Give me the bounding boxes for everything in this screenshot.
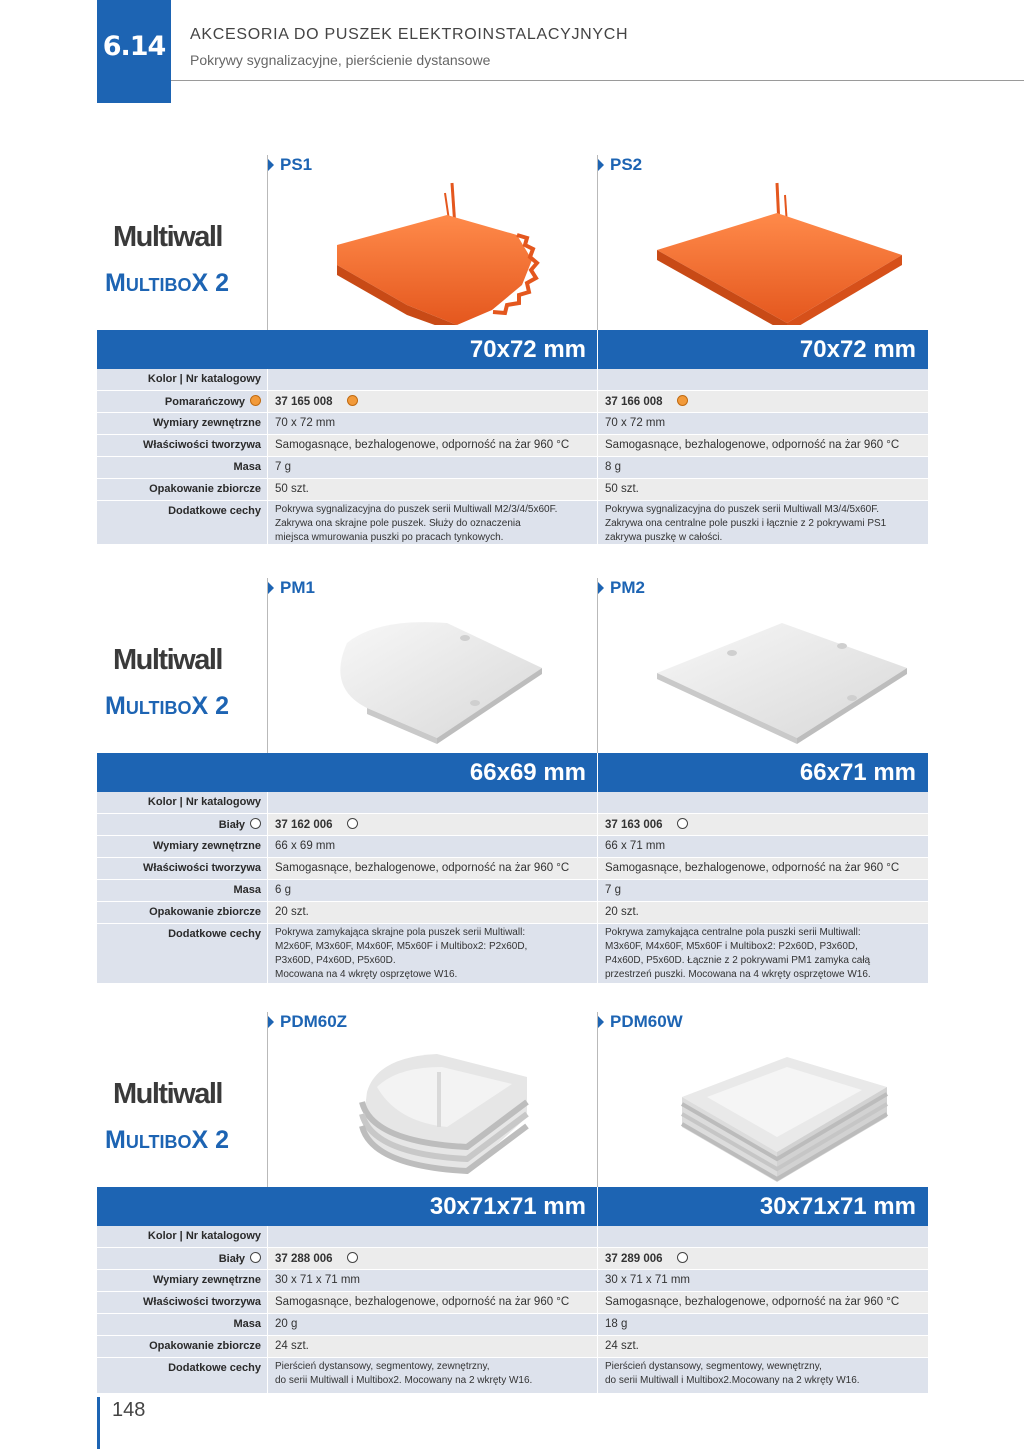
product-image-ps2 xyxy=(627,175,927,325)
row-label: Wymiary zewnętrzne xyxy=(97,836,267,857)
column-divider xyxy=(267,155,268,330)
arrow-icon xyxy=(268,159,274,171)
product-section-pdm xyxy=(97,1012,928,1387)
product-name-right: PS2 xyxy=(598,155,642,175)
row-label: Właściwości tworzywa xyxy=(97,435,267,456)
row-label: Dodatkowe cechy xyxy=(97,924,267,983)
features-right: Pokrywa zamykająca centralne pola puszki serii Multiwall: M3x60F, M4x60F, M5x60F i Multibox2: P2x60D, P3x60D, P4x60D, P5x60D. Łącznie z 2 pokrywami PM1 zamyka całą przestrzeń puszki. Mocowana na 4 wkręty osprzętowe W16. xyxy=(598,924,928,983)
table-row: Wymiary zewnętrzne 30 x 71 x 71 mm 30 x 71 x 71 mm xyxy=(97,1270,928,1292)
column-divider xyxy=(597,1012,598,1187)
row-label: Masa xyxy=(97,1314,267,1335)
table-row: Masa 6 g 7 g xyxy=(97,880,928,902)
row-label: Biały xyxy=(97,814,267,835)
row-label: Dodatkowe cechy xyxy=(97,1358,267,1393)
product-name-left: PS1 xyxy=(268,155,312,175)
row-label: Właściwości tworzywa xyxy=(97,858,267,879)
product-image-pdm60w xyxy=(627,1032,927,1182)
row-label: Kolor | Nr katalogowy xyxy=(97,1226,267,1247)
dimension-left: 30x71x71 mm xyxy=(429,1193,586,1220)
product-image-pm1 xyxy=(297,598,577,748)
dimension-header xyxy=(97,1187,928,1226)
column-divider xyxy=(597,753,598,792)
dimension-right: 30x71x71 mm xyxy=(759,1193,916,1220)
row-label: Opakowanie zbiorcze xyxy=(97,1336,267,1357)
catalog-number-left: 37 165 008 xyxy=(268,391,597,412)
spec-table xyxy=(97,369,928,545)
table-row: Wymiary zewnętrzne 70 x 72 mm 70 x 72 mm xyxy=(97,413,928,435)
chapter-number: 6.14 xyxy=(97,0,171,103)
arrow-icon xyxy=(598,582,604,594)
orange-color-icon xyxy=(347,395,358,406)
features-right: Pierścień dystansowy, segmentowy, wewnętrzny, do serii Multiwall i Multibox2.Mocowany na 2 wkręty W16. xyxy=(598,1358,928,1393)
features-right: Pokrywa sygnalizacyjna do puszek serii Multiwall M3/4/5x60F. Zakrywa ona centralne pole puszki i łącznie z 2 pokrywami PS1 zakrywa puszkę w całości. xyxy=(598,501,928,544)
table-row xyxy=(97,1226,928,1248)
row-label: Wymiary zewnętrzne xyxy=(97,413,267,434)
row-label: Kolor | Nr katalogowy xyxy=(97,792,267,813)
row-label: Opakowanie zbiorcze xyxy=(97,479,267,500)
column-divider xyxy=(597,578,598,753)
dimension-right: 70x72 mm xyxy=(799,336,916,363)
table-row xyxy=(97,792,928,814)
page-number: 148 xyxy=(112,1399,146,1421)
dimension-left: 70x72 mm xyxy=(469,336,586,363)
table-row: Wymiary zewnętrzne 66 x 69 mm 66 x 71 mm xyxy=(97,836,928,858)
dimension-right: 66x71 mm xyxy=(799,759,916,786)
table-row xyxy=(97,391,928,413)
catalog-number-left: 37 162 006 xyxy=(268,814,597,835)
features-left: Pokrywa sygnalizacyjna do puszek serii Multiwall M2/3/4/5x60F. Zakrywa ona skrajne pole puszek. Służy do oznaczenia miejsca wmurowania puszki po pracach tynkowych. xyxy=(268,501,597,544)
features-left: Pokrywa zamykająca skrajne pola puszek serii Multiwall: M2x60F, M3x60F, M4x60F, M5x60F i Multibox2: P2x60D, P3x60D, P4x60D, P5x60D. Mocowana na 4 wkręty osprzętowe W16. xyxy=(268,924,597,983)
page-number-bar xyxy=(97,1397,100,1449)
table-row: Opakowanie zbiorcze 24 szt. 24 szt. xyxy=(97,1336,928,1358)
arrow-icon xyxy=(268,582,274,594)
table-row: Masa 20 g 18 g xyxy=(97,1314,928,1336)
row-label: Opakowanie zbiorcze xyxy=(97,902,267,923)
page-subtitle: Pokrywy sygnalizacyjne, pierścienie dystansowe xyxy=(190,52,491,68)
features-left: Pierścień dystansowy, segmentowy, zewnętrzny, do serii Multiwall i Multibox2. Mocowany na 2 wkręty W16. xyxy=(268,1358,597,1393)
row-label: Masa xyxy=(97,880,267,901)
white-color-icon xyxy=(250,818,261,829)
multiwall-logo: Multiwall xyxy=(113,1078,222,1110)
spec-table xyxy=(97,792,928,984)
table-row xyxy=(97,924,928,984)
product-image-ps1 xyxy=(297,175,577,325)
dimension-header xyxy=(97,330,928,369)
white-color-icon xyxy=(250,1252,261,1263)
row-label: Kolor | Nr katalogowy xyxy=(97,369,267,390)
row-label: Dodatkowe cechy xyxy=(97,501,267,544)
row-label: Biały xyxy=(97,1248,267,1269)
column-divider xyxy=(597,155,598,330)
product-name-right: PDM60W xyxy=(598,1012,683,1032)
column-divider xyxy=(267,578,268,753)
column-divider xyxy=(597,1187,598,1226)
table-row xyxy=(97,369,928,391)
row-label: Właściwości tworzywa xyxy=(97,1292,267,1313)
column-divider xyxy=(597,330,598,369)
page-title: AKCESORIA DO PUSZEK ELEKTROINSTALACYJNYCH xyxy=(190,26,629,43)
row-label: Pomarańczowy xyxy=(97,391,267,412)
table-row: Masa 7 g 8 g xyxy=(97,457,928,479)
product-image-pdm60z xyxy=(297,1032,577,1182)
arrow-icon xyxy=(268,1016,274,1028)
table-row xyxy=(97,814,928,836)
dimension-left: 66x69 mm xyxy=(469,759,586,786)
table-row xyxy=(97,501,928,545)
table-row: Właściwości tworzywa Samogasnące, bezhalogenowe, odporność na żar 960 °C Samogasnące, bezhalogenowe, odporność na żar 960 °C xyxy=(97,1292,928,1314)
product-section-pm xyxy=(97,578,928,993)
catalog-number-left: 37 288 006 xyxy=(268,1248,597,1269)
product-name-right: PM2 xyxy=(598,578,645,598)
table-row: Opakowanie zbiorcze 20 szt. 20 szt. xyxy=(97,902,928,924)
product-name-left: PDM60Z xyxy=(268,1012,347,1032)
multibox-logo: MultiboX 2 xyxy=(105,1126,230,1154)
table-row: Opakowanie zbiorcze 50 szt. 50 szt. xyxy=(97,479,928,501)
arrow-icon xyxy=(598,159,604,171)
product-image-pm2 xyxy=(627,598,927,748)
row-label: Wymiary zewnętrzne xyxy=(97,1270,267,1291)
catalog-number-right: 37 163 006 xyxy=(598,814,928,835)
catalog-number-right: 37 166 008 xyxy=(598,391,928,412)
table-row xyxy=(97,1248,928,1270)
spec-table xyxy=(97,1226,928,1394)
header-divider xyxy=(171,80,1024,81)
orange-color-icon xyxy=(250,395,261,406)
multiwall-logo: Multiwall xyxy=(113,644,222,676)
dimension-header xyxy=(97,753,928,792)
product-name-left: PM1 xyxy=(268,578,315,598)
white-color-icon xyxy=(347,818,358,829)
multiwall-logo: Multiwall xyxy=(113,221,222,253)
column-divider xyxy=(267,1012,268,1187)
white-color-icon xyxy=(677,1252,688,1263)
arrow-icon xyxy=(598,1016,604,1028)
white-color-icon xyxy=(347,1252,358,1263)
table-row xyxy=(97,1358,928,1394)
multibox-logo: MultiboX 2 xyxy=(105,692,230,720)
row-label: Masa xyxy=(97,457,267,478)
multibox-logo: MultiboX 2 xyxy=(105,269,230,297)
catalog-number-right: 37 289 006 xyxy=(598,1248,928,1269)
table-row: Właściwości tworzywa Samogasnące, bezhalogenowe, odporność na żar 960 °C Samogasnące, bezhalogenowe, odporność na żar 960 °C xyxy=(97,435,928,457)
white-color-icon xyxy=(677,818,688,829)
product-section-ps xyxy=(97,155,928,555)
orange-color-icon xyxy=(677,395,688,406)
table-row: Właściwości tworzywa Samogasnące, bezhalogenowe, odporność na żar 960 °C Samogasnące, bezhalogenowe, odporność na żar 960 °C xyxy=(97,858,928,880)
